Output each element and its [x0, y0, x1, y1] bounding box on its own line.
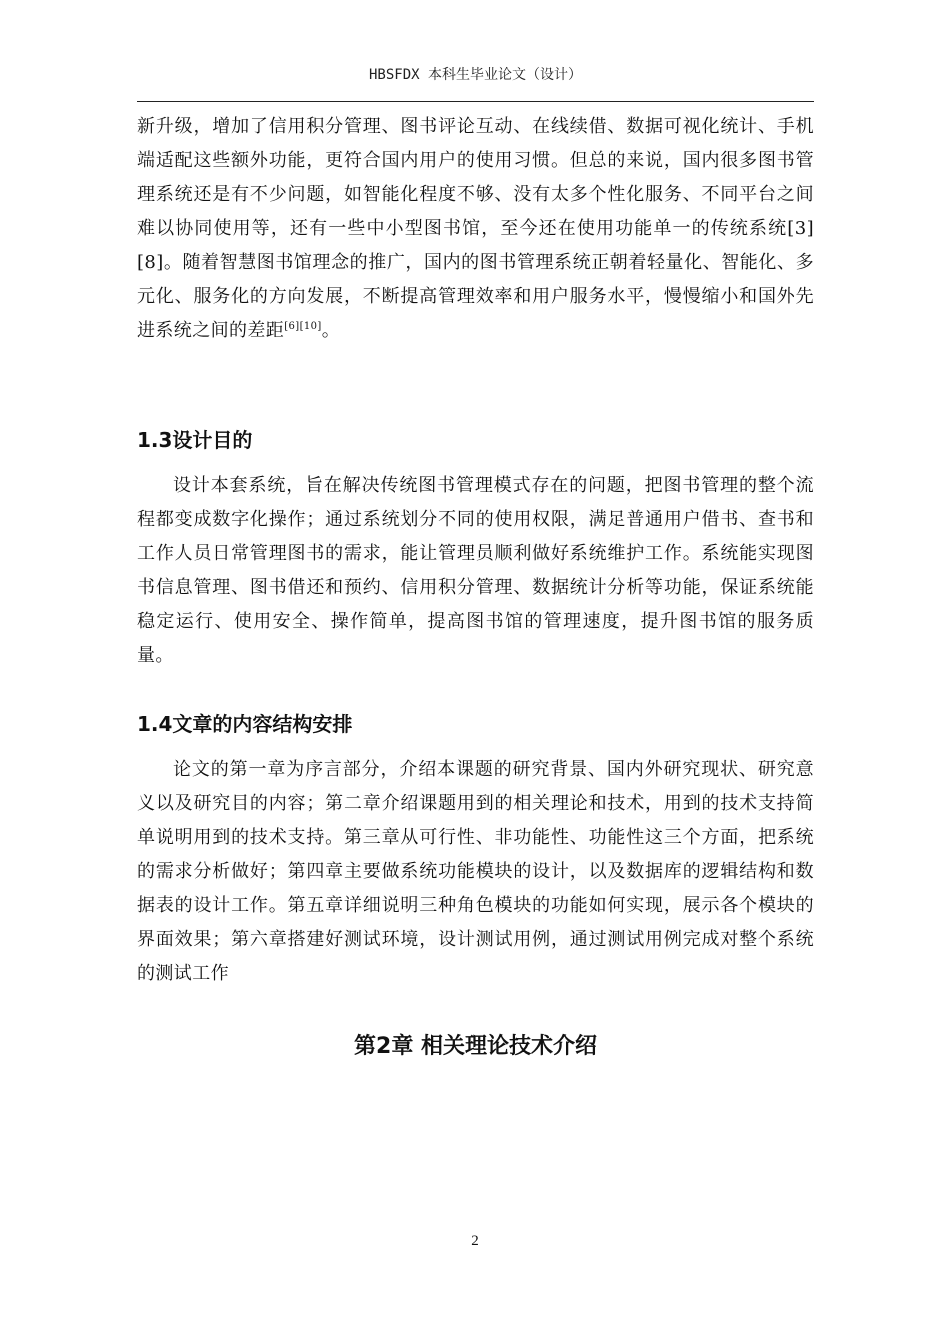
paragraph-end: 。 — [321, 320, 341, 341]
paragraph-structure: 论文的第一章为序言部分，介绍本课题的研究背景、国内外研究现状、研究意义以及研究目的内容；第二章介绍课题用到的相关理论和技术，用到的技术支持简单说明用到的技术支持。第三章从可行性、非功能性、功能性这三个方面，把系统的需求分析做好；第四章主要做系统功能模块的设计，以及数据库的逻辑结构和数据表的设计工作。第五章详细说明三种角色模块的功能如何实现，展示各个模块的界面效果；第六章搭建好测试环境，设计测试用例，通过测试用例完成对整个系统的测试工作 — [137, 759, 814, 984]
page-number: 2 — [471, 1233, 479, 1249]
section-heading-1-3: 1.3设计目的 — [137, 428, 253, 452]
header-rule — [137, 101, 814, 102]
chapter-heading-2: 第2章 相关理论技术介绍 — [354, 1034, 597, 1059]
citation: [6][10] — [284, 321, 322, 332]
section-heading-1-4: 1.4文章的内容结构安排 — [137, 712, 353, 736]
paragraph-text: 新升级，增加了信用积分管理、图书评论互动、在线续借、数据可视化统计、手机端适配这些额外功能，更符合国内用户的使用习惯。但总的来说，国内很多图书管理系统还是有不少问题，如智能化程度不够、没有太多个性化服务、不同平台之间难以协同使用等，还有一些中小型图书馆，至今还在使用功能单一的传统系统[3][8]。随着智慧图书馆理念的推广，国内的图书管理系统正朝着轻量化、智能化、多元化、服务化的方向发展，不断提高管理效率和用户服务水平，慢慢缩小和国外先进系统之间的差距 — [137, 116, 814, 341]
paragraph-design-goal: 设计本套系统，旨在解决传统图书管理模式存在的问题，把图书管理的整个流程都变成数字化操作；通过系统划分不同的使用权限，满足普通用户借书、查书和工作人员日常管理图书的需求，能让管理员顺利做好系统维护工作。系统能实现图书信息管理、图书借还和预约、信用积分管理、数据统计分析等功能，保证系统能稳定运行、使用安全、操作简单，提高图书馆的管理速度，提升图书馆的服务质量。 — [137, 475, 814, 666]
page-header: HBSFDX 本科生毕业论文（设计） — [368, 67, 582, 83]
paragraph-domestic-status — [137, 110, 814, 348]
